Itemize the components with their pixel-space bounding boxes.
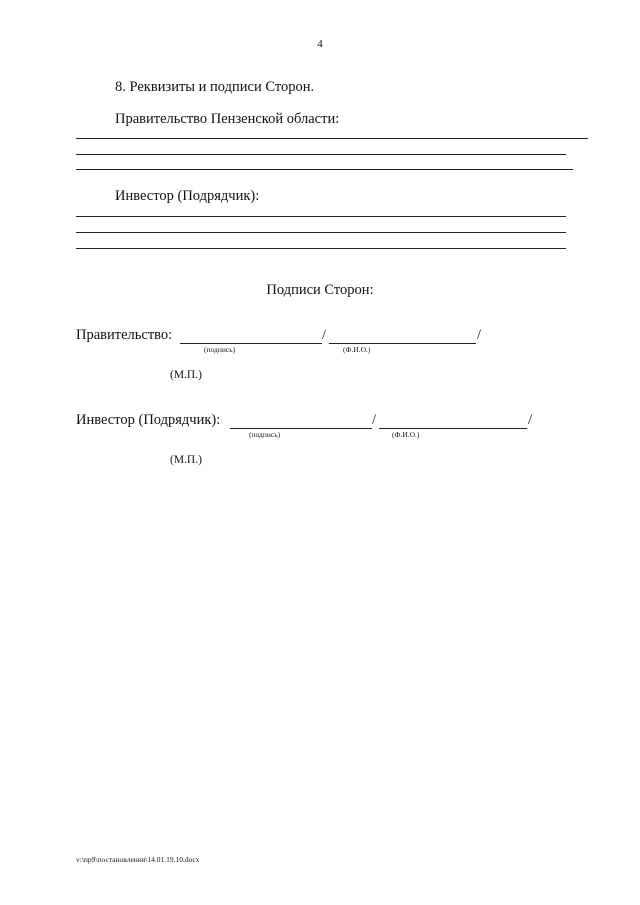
- government-details-line-2: [76, 154, 566, 155]
- name-line: [379, 428, 527, 429]
- signature-line: [230, 428, 372, 429]
- government-details-line-1: [76, 138, 588, 139]
- signature-separator: /: [322, 327, 327, 343]
- signature-caption: (подпись): [249, 430, 281, 439]
- signature-separator: /: [372, 412, 377, 428]
- stamp-placeholder: (М.П.): [170, 454, 202, 466]
- signature-caption: (подпись): [204, 345, 236, 354]
- name-end-slash: /: [528, 412, 533, 428]
- signature-label: Правительство:: [76, 327, 173, 343]
- footer-file-path: v:\пр9\постановления\14.01.19.10.docx: [76, 855, 200, 864]
- stamp-placeholder: (М.П.): [170, 369, 202, 381]
- investor-details-line-2: [76, 232, 566, 233]
- name-caption: (Ф.И.О.): [343, 345, 371, 354]
- party-investor-label: Инвестор (Подрядчик):: [115, 188, 260, 204]
- name-caption: (Ф.И.О.): [392, 430, 420, 439]
- section-heading: 8. Реквизиты и подписи Сторон.: [115, 79, 315, 95]
- party-government-label: Правительство Пензенской области:: [115, 111, 340, 127]
- page-number: 4: [317, 38, 323, 50]
- name-line: [329, 343, 476, 344]
- signatures-title: Подписи Сторон:: [266, 282, 374, 298]
- investor-details-line-1: [76, 216, 566, 217]
- signature-label: Инвестор (Подрядчик):: [76, 412, 221, 428]
- signature-line: [180, 343, 322, 344]
- investor-details-line-3: [76, 248, 566, 249]
- government-details-line-3: [76, 169, 573, 170]
- name-end-slash: /: [477, 327, 482, 343]
